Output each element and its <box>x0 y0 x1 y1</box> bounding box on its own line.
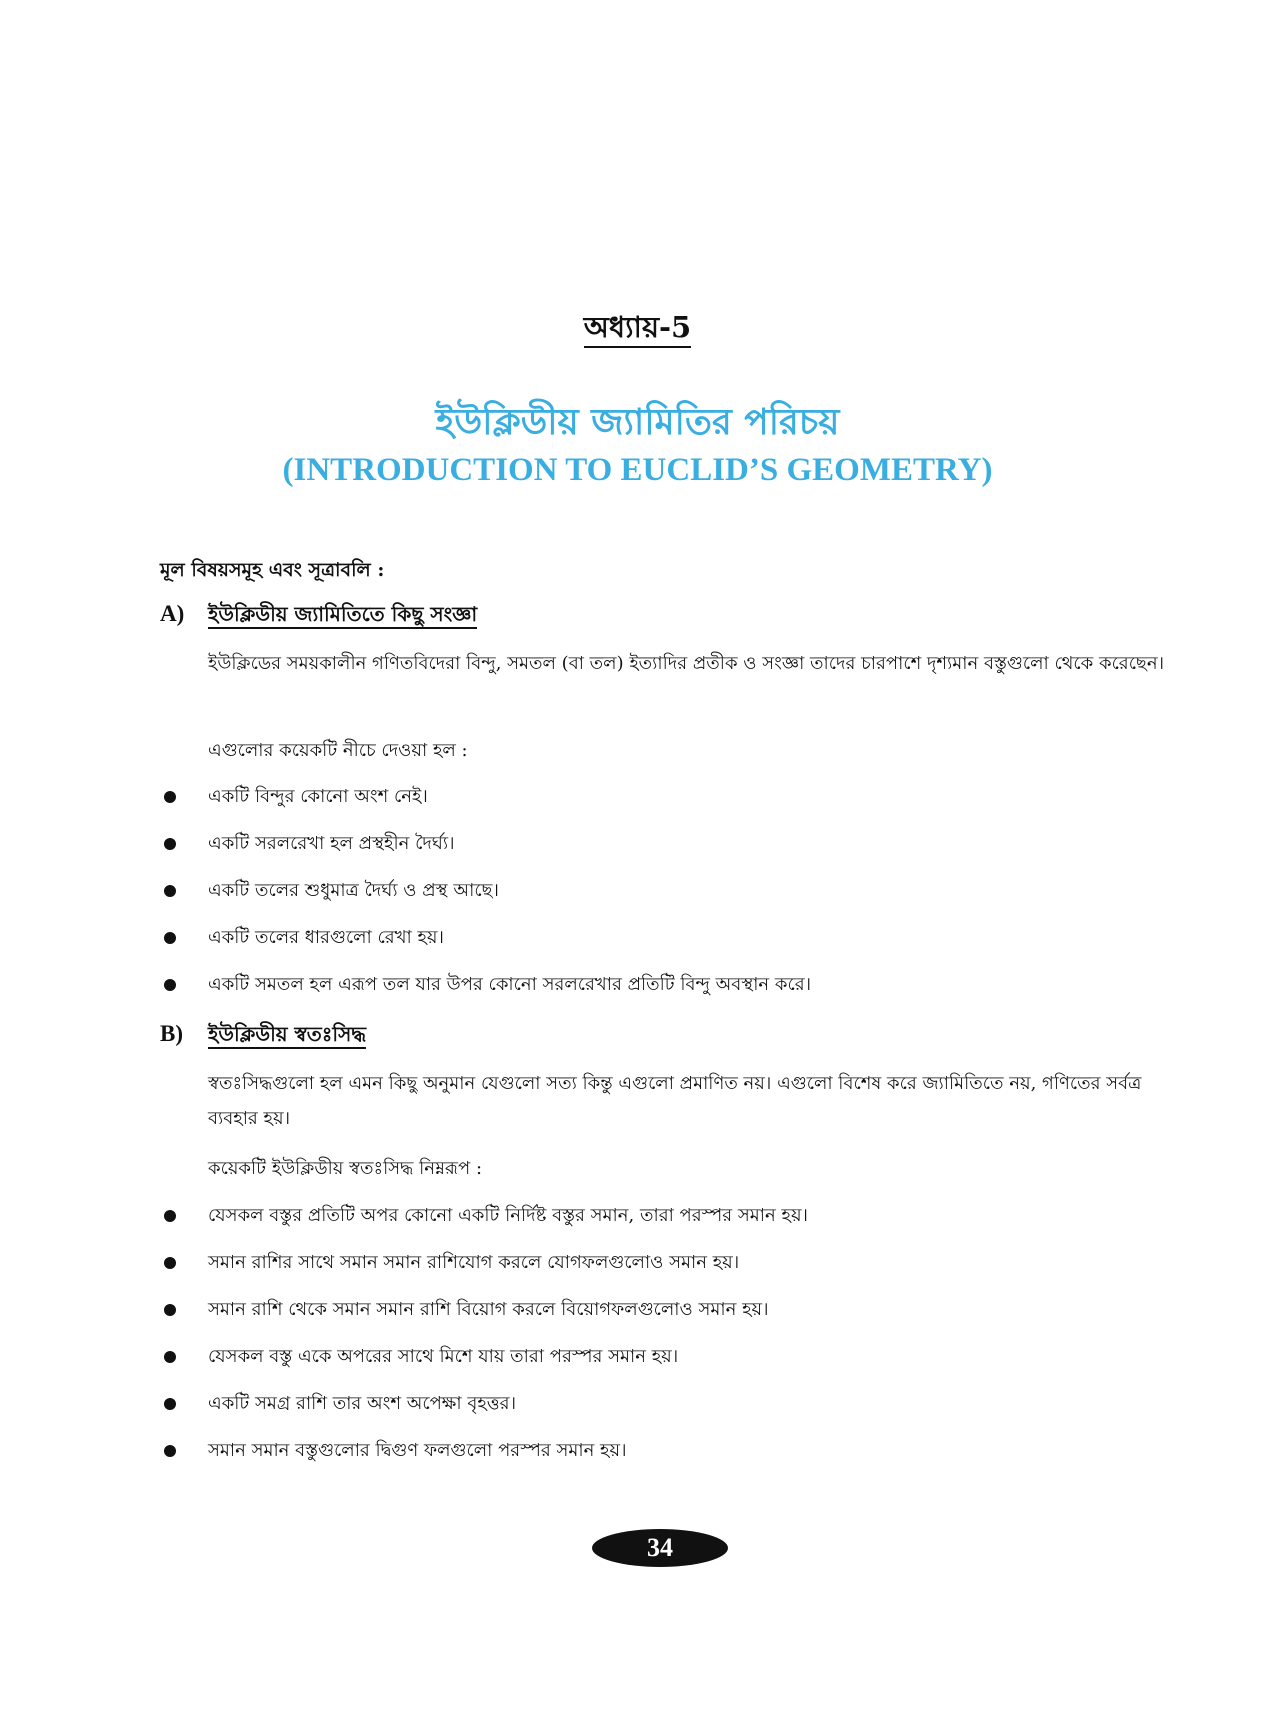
section-a-title: ইউক্লিডীয় জ্যামিতিতে কিছু সংজ্ঞা <box>208 602 477 629</box>
bullet-icon <box>164 932 176 944</box>
bullet-icon <box>164 979 176 991</box>
bullet-icon <box>164 1398 176 1410</box>
section-b-list <box>160 1204 1170 1486</box>
list-item: একটি তলের ধারগুলো রেখা হয়। <box>160 926 1170 950</box>
chapter-label <box>0 305 1275 354</box>
bullet-icon <box>164 791 176 803</box>
section-b-heading <box>160 1020 366 1053</box>
section-b-lead: কয়েকটি ইউক্লিডীয় স্বতঃসিদ্ধ নিম্নরূপ : <box>208 1158 483 1179</box>
list-item: সমান রাশি থেকে সমান সমান রাশি বিয়োগ করলে বিয়োগফলগুলোও সমান হয়। <box>160 1298 1170 1322</box>
topics-heading: মূল বিষয়সমূহ এবং সূত্রাবলি : <box>160 559 385 581</box>
section-a-intro: ইউক্লিডের সময়কালীন গণিতবিদেরা বিন্দু, সমতল (বা তল) ইত্যাদির প্রতীক ও সংজ্ঞা তাদের চারপাশে দৃশ্যমান বস্তুগুলো থেকে করেছেন। <box>208 653 1165 674</box>
list-item: একটি সমতল হল এরূপ তল যার উপর কোনো সরলরেখার প্রতিটি বিন্দু অবস্থান করে। <box>160 973 1170 997</box>
bullet-icon <box>164 1304 176 1316</box>
bullet-icon <box>164 838 176 850</box>
list-item: একটি সরলরেখা হল প্রস্থহীন দৈর্ঘ্য। <box>160 832 1170 856</box>
section-b-intro: স্বতঃসিদ্ধগুলো হল এমন কিছু অনুমান যেগুলো সত্য কিন্তু এগুলো প্রমাণিত নয়। এগুলো বিশেষ করে জ্যামিতিতে নয়, গণিতের সর্বত্র ব্যবহার হয়। <box>208 1073 1142 1129</box>
list-item: সমান সমান বস্তুগুলোর দ্বিগুণ ফলগুলো পরস্পর সমান হয়। <box>160 1439 1170 1463</box>
bullet-icon <box>164 1257 176 1269</box>
section-a-list <box>160 785 1170 1020</box>
list-item: যেসকল বস্তুর প্রতিটি অপর কোনো একটি নির্দিষ্ট বস্তুর সমান, তারা পরস্পর সমান হয়। <box>160 1204 1170 1228</box>
list-item: একটি তলের শুধুমাত্র দৈর্ঘ্য ও প্রস্থ আছে। <box>160 879 1170 903</box>
section-b-title: ইউক্লিডীয় স্বতঃসিদ্ধ <box>208 1022 366 1049</box>
list-item: একটি বিন্দুর কোনো অংশ নেই। <box>160 785 1170 809</box>
title-bengali: ইউক্লিডীয় জ্যামিতির পরিচয় <box>435 401 840 443</box>
title-english: (INTRODUCTION TO EUCLID’S GEOMETRY) <box>282 452 993 488</box>
bullet-icon <box>164 1210 176 1222</box>
section-a-letter: A) <box>160 601 185 626</box>
section-b-letter: B) <box>160 1021 183 1046</box>
list-item: যেসকল বস্তু একে অপরের সাথে মিশে যায় তারা পরস্পর সমান হয়। <box>160 1345 1170 1369</box>
list-item: একটি সমগ্র রাশি তার অংশ অপেক্ষা বৃহত্তর। <box>160 1392 1170 1416</box>
chapter-label-text: অধ্যায়-5 <box>584 310 692 348</box>
bullet-icon <box>164 1445 176 1457</box>
list-item: সমান রাশির সাথে সমান সমান রাশিযোগ করলে যোগফলগুলোও সমান হয়। <box>160 1251 1170 1275</box>
section-a-heading <box>160 600 477 633</box>
page-number: 34 <box>592 1529 728 1567</box>
bullet-icon <box>164 885 176 897</box>
bullet-icon <box>164 1351 176 1363</box>
section-a-lead: এগুলোর কয়েকটি নীচে দেওয়া হল : <box>208 740 468 761</box>
